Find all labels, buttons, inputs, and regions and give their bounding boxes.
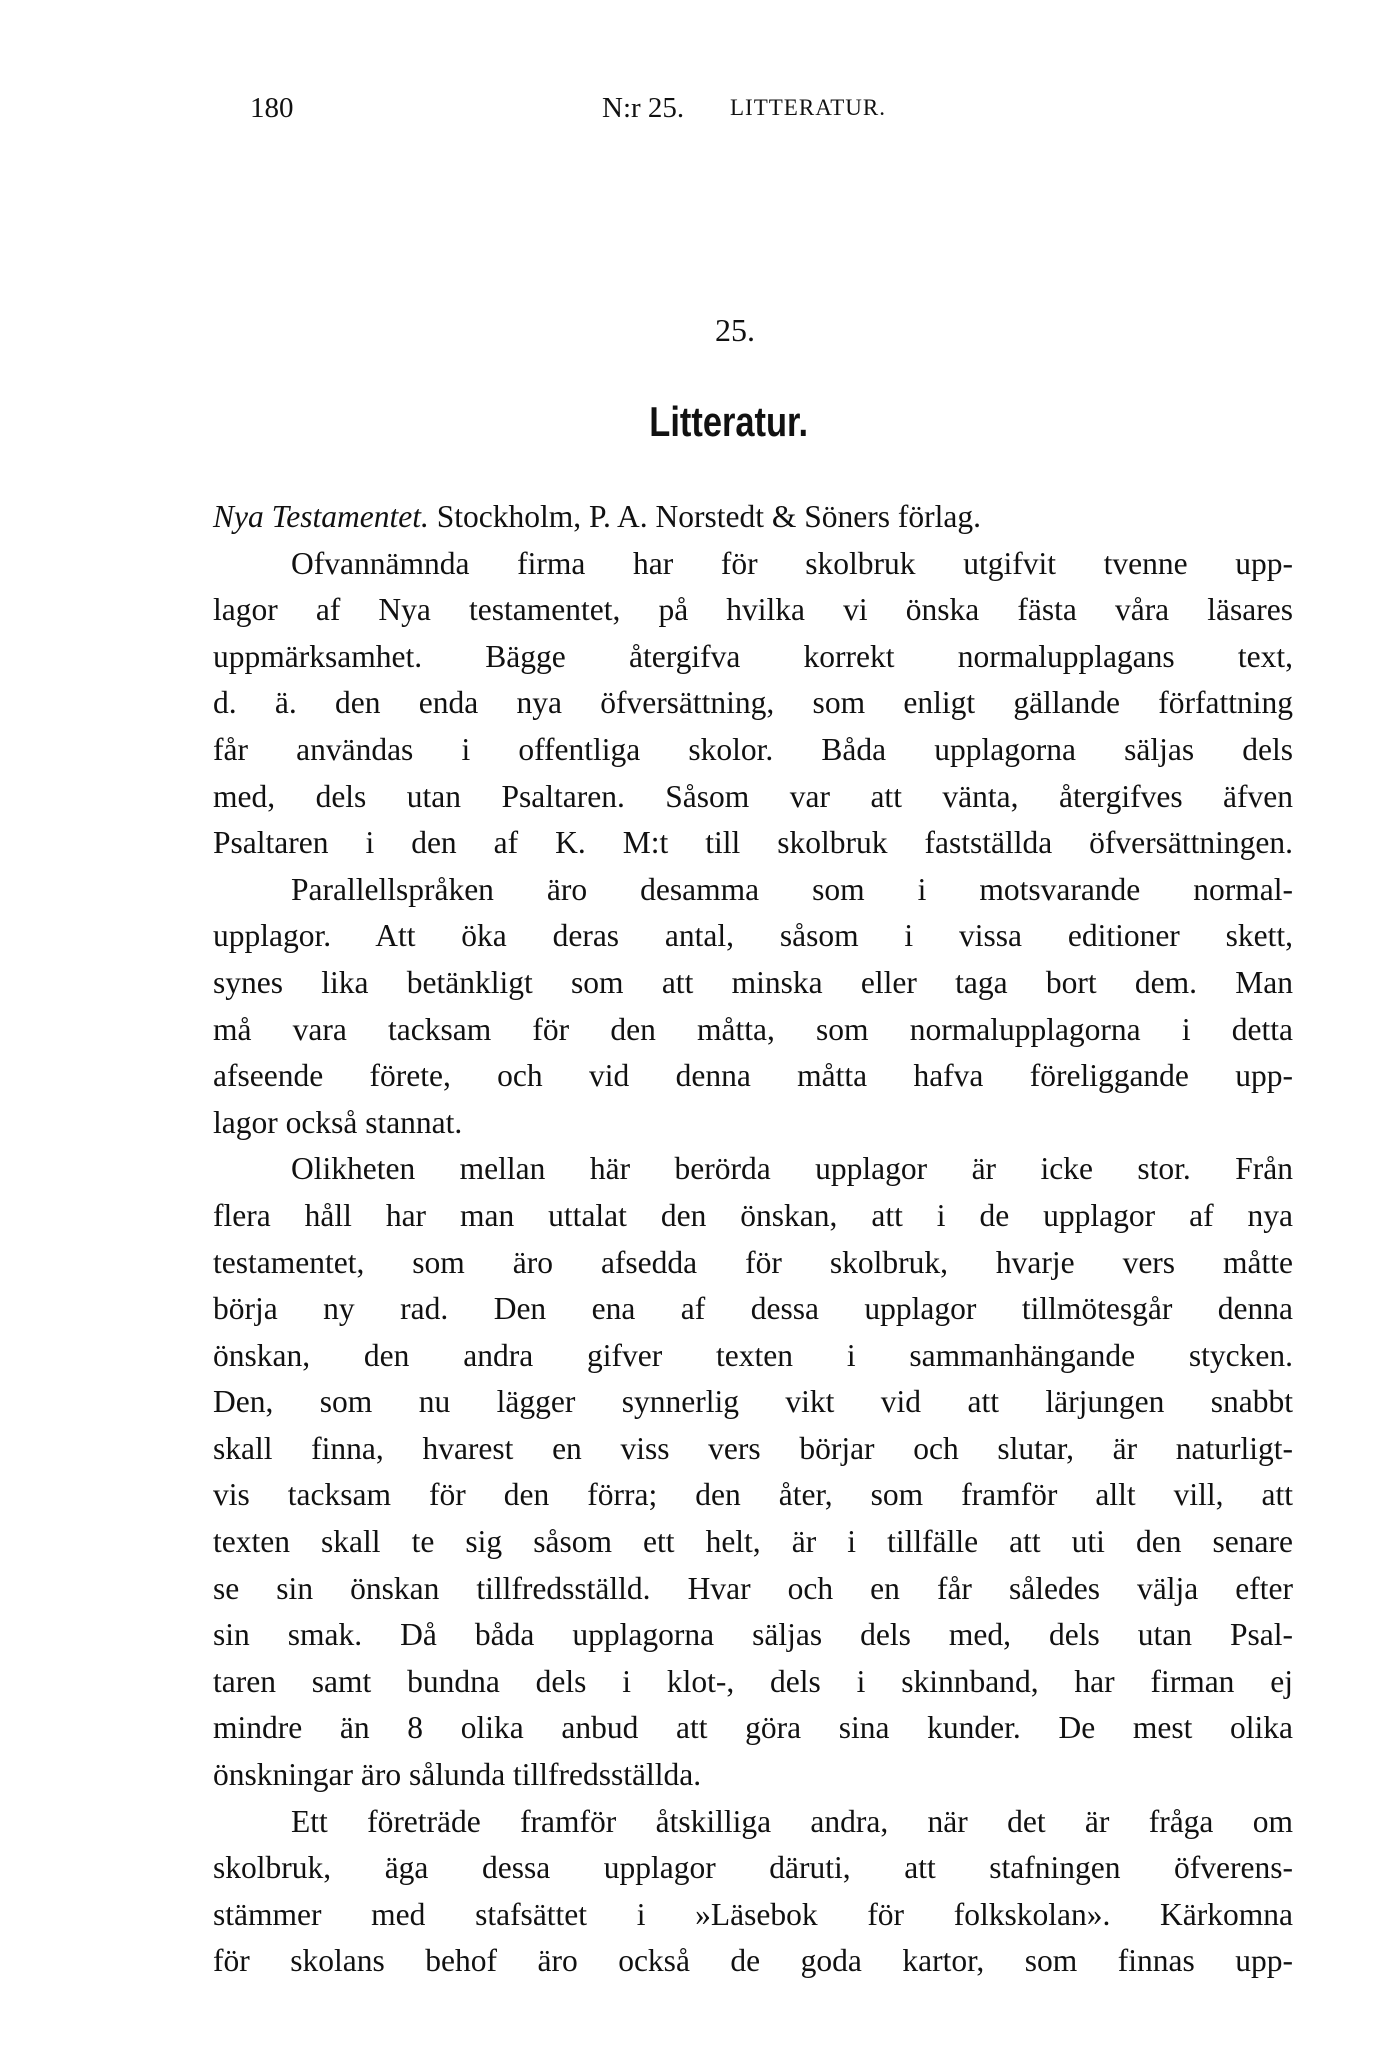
text-line: upplagor. Att öka deras antal, såsom i vissa editioner skett, xyxy=(213,918,1293,954)
text-line: flera håll har man uttalat den önskan, att i de upplagor af nya xyxy=(213,1197,1293,1233)
text-line: för skolans behof äro också de goda kartor, som finnas upp- xyxy=(213,1943,1293,1979)
running-head xyxy=(250,92,1150,132)
section-label: LITTERATUR. xyxy=(730,95,887,120)
text-line: önskan, den andra gifver texten i sammanhängande stycken. xyxy=(213,1337,1293,1373)
article-body xyxy=(213,494,1293,1985)
text-line: Parallellspråken äro desamma som i motsvarande normal- xyxy=(291,871,1293,907)
book-title: Nya Testamentet. xyxy=(213,499,429,534)
text-line: får användas i offentliga skolor. Båda upplagorna säljas dels xyxy=(213,731,1293,767)
text-line: Olikheten mellan här berörda upplagor är icke stor. Från xyxy=(291,1151,1293,1187)
text-line: Ofvannämnda firma har för skolbruk utgifvit tvenne upp- xyxy=(291,545,1293,581)
text-line: se sin önskan tillfredsställd. Hvar och en får således välja efter xyxy=(213,1570,1293,1606)
text-line: texten skall te sig såsom ett helt, är i tillfälle att uti den senare xyxy=(213,1524,1293,1560)
article-number: 25. xyxy=(715,312,755,348)
article-heading: Litteratur. xyxy=(649,398,809,445)
text-line: afseende förete, och vid denna måtta hafva föreliggande upp- xyxy=(213,1058,1293,1094)
text-line: Ett företräde framför åtskilliga andra, när det är fråga om xyxy=(291,1803,1293,1839)
review-title-line xyxy=(213,494,1293,541)
text-line: önskningar äro sålunda tillfredsställda. xyxy=(213,1757,702,1793)
text-line: d. ä. den enda nya öfversättning, som enligt gällande författning xyxy=(213,685,1293,721)
text-line: börja ny rad. Den ena af dessa upplagor tillmötesgår denna xyxy=(213,1291,1293,1327)
text-line: Den, som nu lägger synnerlig vikt vid att lärjungen snabbt xyxy=(213,1384,1293,1420)
page-number: 180 xyxy=(250,92,294,124)
text-line: må vara tacksam för den måtta, som normalupplagorna i detta xyxy=(213,1011,1293,1047)
text-line: skolbruk, äga dessa upplagor däruti, att stafningen öfverens- xyxy=(213,1850,1293,1886)
text-line: med, dels utan Psaltaren. Såsom var att vänta, återgifves äfven xyxy=(213,778,1293,814)
text-line: testamentet, som äro afsedda för skolbruk, hvarje vers måtte xyxy=(213,1244,1293,1280)
book-publisher: Stockholm, P. A. Norstedt & Söners förlag. xyxy=(436,499,981,534)
text-line: uppmärksamhet. Bägge återgifva korrekt normalupplagans text, xyxy=(213,638,1293,674)
issue-number: N:r 25. xyxy=(602,92,685,124)
text-line: mindre än 8 olika anbud att göra sina kunder. De mest olika xyxy=(213,1710,1293,1746)
text-line: skall finna, hvarest en viss vers börjar och slutar, är naturligt- xyxy=(213,1430,1293,1466)
text-line: stämmer med stafsättet i »Läsebok för folkskolan». Kärkomna xyxy=(213,1896,1293,1932)
text-line: lagor af Nya testamentet, på hvilka vi önska fästa våra läsares xyxy=(213,592,1293,628)
text-line: taren samt bundna dels i klot-, dels i skinnband, har firman ej xyxy=(213,1663,1293,1699)
text-line: sin smak. Då båda upplagorna säljas dels med, dels utan Psal- xyxy=(213,1617,1293,1653)
text-line: Psaltaren i den af K. M:t till skolbruk fastställda öfversättningen. xyxy=(213,825,1293,861)
text-line: vis tacksam för den förra; den åter, som framför allt vill, att xyxy=(213,1477,1293,1513)
text-line: synes lika betänkligt som att minska eller taga bort dem. Man xyxy=(213,964,1293,1000)
text-line: lagor också stannat. xyxy=(213,1104,463,1140)
